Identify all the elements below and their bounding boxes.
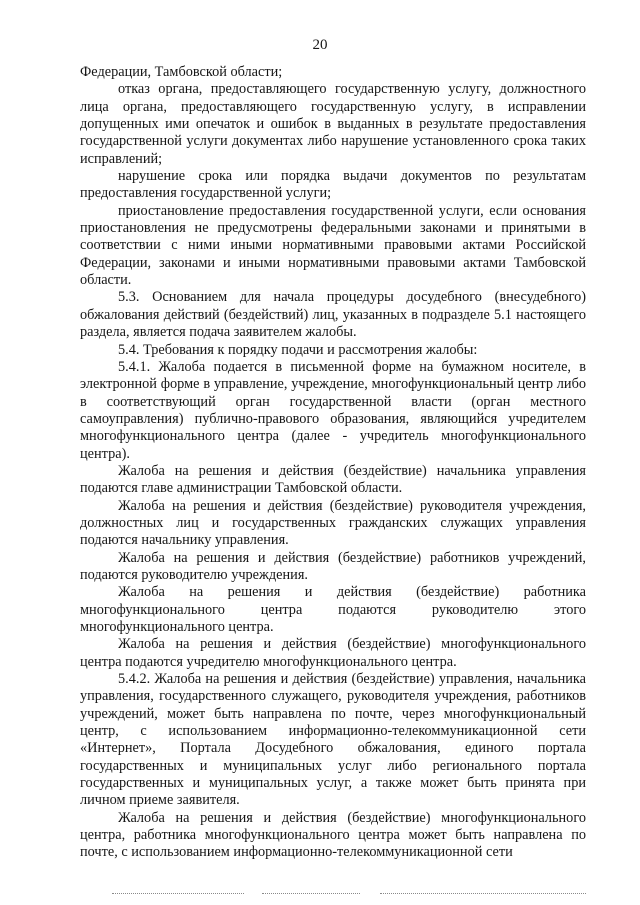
paragraph: Федерации, Тамбовской области; [80, 64, 283, 80]
paragraph: Жалоба на решения и действия (бездействие) многофункционального центра, работника многофункционального центра может быть направлена по почте, с использованием информационно-телекоммуникационной сети [80, 809, 586, 861]
paragraph: 5.4.1. Жалоба подается в письменной форме на бумажном носителе, в электронной форме в управление, учреждение, многофункциональный центр либо в соответствующий орган государственной власти (орган местного самоуправления) публично-правового образования, являющийся учредителем многофункционального центра (далее - учредитель многофункционального центра). [80, 358, 586, 462]
paragraph: Жалоба на решения и действия (бездействие) работника многофункционального центра подаются руководителю этого многофункционального центра. [80, 584, 586, 635]
document-body [80, 64, 586, 862]
paragraph: Жалоба на решения и действия (бездействие) начальника управления подаются главе администрации Тамбовской области. [80, 462, 586, 497]
paragraph: Жалоба на решения и действия (бездействие) работников учреждений, подаются руководителю учреждения. [80, 549, 586, 583]
scan-edge-line [262, 893, 360, 894]
paragraph: приостановление предоставления государственной услуги, если основания приостановления не предусмотрены федеральными законами и принятыми в соответствии с ними иными нормативными правовыми актами Российской Федерации, законами и иными нормативными правовыми актами Тамбовской области. [80, 202, 586, 289]
page-number: 20 [312, 37, 328, 53]
paragraph: нарушение срока или порядка выдачи документов по результатам предоставления государственной услуги; [80, 168, 586, 202]
paragraph: Жалоба на решения и действия (бездействие) руководителя учреждения, должностных лиц и государственных гражданских служащих управления подаются начальнику управления. [80, 497, 586, 549]
scan-edge-line [112, 893, 244, 894]
paragraph: 5.4. Требования к порядку подачи и рассмотрения жалобы: [118, 341, 478, 358]
paragraph: Жалоба на решения и действия (бездействие) многофункционального центра подаются учредителю многофункционального центра. [80, 636, 586, 670]
paragraph: отказ органа, предоставляющего государственную услугу, должностного лица органа, предоставляющего государственную услугу, в исправлении допущенных ими опечаток и ошибок в выданных в результате предоставления государственной услуги документах либо нарушение установленного срока таких исправлений; [80, 81, 586, 167]
paragraph: 5.4.2. Жалоба на решения и действия (бездействие) управления, начальника управления, государственного служащего, руководителя учреждения, работников учреждений, может быть направлена по почте, через многофункциональный центр, с использованием информационно-телекоммуникационной сети «Интернет», Портала Досудебного обжалования, единого портала государственных и муниципальных услуг либо регионального портала государственных и муниципальных услуг, а также может быть принята при личном приеме заявителя. [80, 671, 586, 809]
paragraph: 5.3. Основанием для начала процедуры досудебного (внесудебного) обжалования действий (бездействий) лиц, указанных в подразделе 5.1 настоящего раздела, является подача заявителем жалобы. [80, 289, 586, 341]
scan-edge-line [380, 893, 586, 894]
